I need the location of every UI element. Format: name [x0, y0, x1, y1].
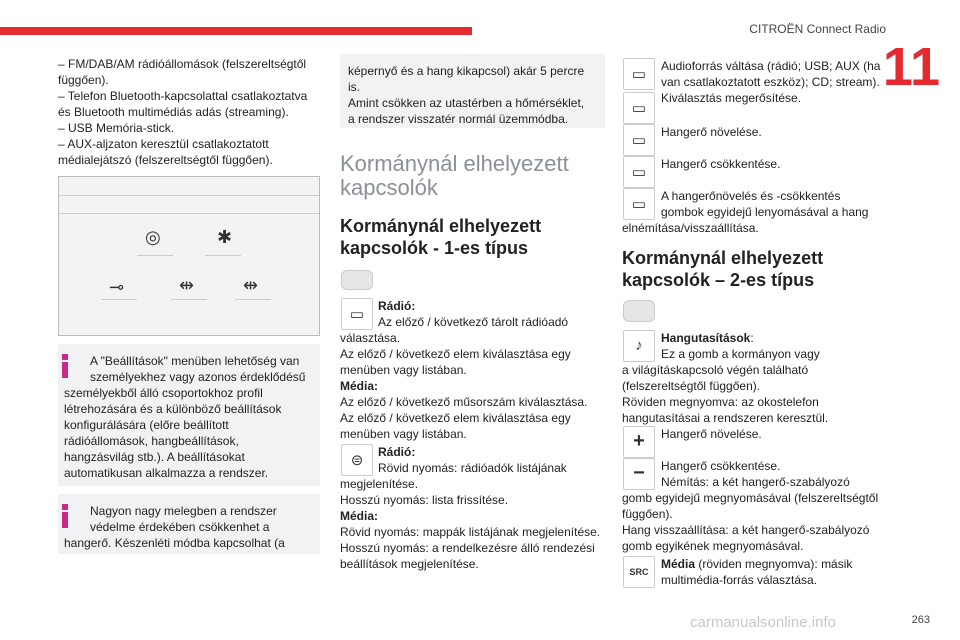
- text-line: hangutasításai a rendszeren keresztül.: [622, 411, 829, 425]
- volume-up-text: Hangerő növelése.: [661, 125, 762, 139]
- usb-icon: ⇹: [179, 275, 195, 295]
- watermark: carmanualsonline.info: [690, 614, 836, 631]
- voice-label: Hangutasítások: [661, 331, 751, 345]
- radio-label-block: [378, 298, 608, 330]
- text-line: – USB Memória-stick.: [58, 121, 175, 135]
- text-line: védelme érdekében csökkenhet a: [90, 520, 270, 534]
- text-line: konfigurálására (előre beállított: [64, 418, 229, 432]
- text-line: beállítások megjelenítése.: [340, 557, 479, 571]
- mute-icon: ▭: [623, 188, 655, 220]
- text-line: Audioforrás váltása (rádió; USB; AUX (ha: [661, 59, 881, 73]
- steering-control-icon: [623, 300, 655, 322]
- text-line: létrehozására és a különböző beállítások: [64, 402, 282, 416]
- text-line: automatikusan alkalmazza a rendszer.: [64, 466, 269, 480]
- volume-down-text: Hangerő csökkentése.: [661, 157, 781, 171]
- info-box-heat-continued: [340, 54, 605, 128]
- media-label: Média: [661, 557, 696, 571]
- text-line: A hangerőnövelés és -csökkentés: [661, 189, 841, 203]
- info-icon: [62, 354, 68, 377]
- text-line: Hangerő csökkentése.: [661, 459, 781, 473]
- steering-control-icon: [341, 270, 373, 290]
- text-line: hangerő. Készenléti módba kapcsolhat (a: [64, 536, 285, 550]
- text-line: Az előző / következő műsorszám kiválasztása.: [340, 395, 588, 409]
- text-line: Rövid nyomás: rádióadók listájának: [378, 461, 567, 475]
- text-line: és Bluetooth multimédiás adás (streaming).: [58, 105, 289, 119]
- text-line: (felszereltségtől függően).: [622, 379, 761, 393]
- connector-panel-illustration: [58, 176, 320, 336]
- usb-source-list: [58, 56, 320, 168]
- podcast-icon: ◎: [145, 227, 161, 247]
- radio-seek-icon: ▭: [341, 298, 373, 330]
- text-line: Hang visszaállítása: a két hangerő-szabályozó: [622, 523, 870, 537]
- text-line: A "Beállítások" menüben lehetőség van: [90, 354, 300, 368]
- plus-icon: +: [623, 426, 655, 458]
- confirm-icon: ▭: [623, 92, 655, 124]
- source-description: [661, 58, 891, 106]
- page-number: 263: [911, 614, 930, 626]
- radio-label: Rádió:: [378, 445, 416, 459]
- text-line: gomb egyikének megnyomásával.: [622, 539, 804, 553]
- text-line: személyekhez vagy azonos érdeklődésű: [90, 370, 306, 384]
- info-icon: [62, 504, 68, 527]
- text-line: választása.: [340, 331, 401, 345]
- text-line: Az előző / következő tárolt rádióadó: [378, 315, 569, 329]
- text-line: – Telefon Bluetooth-kapcsolattal csatlakoztatva: [58, 89, 308, 103]
- text-line: Hosszú nyomás: lista frissítése.: [340, 493, 509, 507]
- text-line: Az előző / következő elem kiválasztása egy: [340, 347, 571, 361]
- text-line: hangzásvilág stb.). A beállításokat: [64, 450, 245, 464]
- media-label: Média:: [340, 509, 379, 523]
- mute-label-block: [661, 188, 891, 220]
- voice-description: [622, 362, 887, 426]
- text-line: van csatlakoztatott eszköz); CD; stream).: [661, 75, 880, 89]
- text-line: rádióállomások, hangbeállítások,: [64, 434, 239, 448]
- radio-description: [340, 330, 605, 442]
- text-line: menüben vagy listában.: [340, 427, 467, 441]
- chapter-number: 11: [882, 37, 940, 97]
- text-line: a rendszer visszatér normál üzemmódba.: [348, 112, 569, 126]
- text-line: Hosszú nyomás: a rendelkezésre álló rendezési: [340, 541, 595, 555]
- volume-down-icon: ▭: [623, 156, 655, 188]
- radio2-label-block: [378, 444, 608, 476]
- info-box-heat: [58, 494, 320, 554]
- text-line: gomb egyidejű megnyomásával (felszereltségtől: [622, 491, 879, 505]
- text-line: megjelenítése.: [340, 477, 419, 491]
- text-line: Ez a gomb a kormányon vagy: [661, 347, 820, 361]
- voice-command-icon: ♪: [623, 330, 655, 362]
- volume-down-description: [622, 490, 887, 554]
- media-source-description: Média (röviden megnyomva): másik multimédia-forrás választása.: [661, 556, 891, 588]
- text-line: menüben vagy listában.: [340, 363, 467, 377]
- volume-up-icon: ▭: [623, 124, 655, 156]
- text-line: Amint csökken az utastérben a hőmérséklet,: [348, 96, 585, 110]
- text-line: Némítás: a két hangerő-szabályozó: [661, 475, 850, 489]
- text-line: multimédia-forrás választása.: [661, 573, 818, 587]
- src-button-icon: SRC: [623, 556, 655, 588]
- text-line: Röviden megnyomva: az okostelefon: [622, 395, 819, 409]
- header-title: CITROËN Connect Radio: [749, 22, 886, 36]
- text-line: médialejátszó (felszereltségtől függően).: [58, 153, 273, 167]
- text-line: Rövid nyomás: mappák listájának megjelenítése.: [340, 525, 601, 539]
- section-title: Kormánynál elhelyezett kapcsolók: [340, 151, 569, 200]
- radio2-description: [340, 476, 605, 572]
- subsection-title-type1: Kormánynál elhelyezett kapcsolók - 1-es típus: [340, 216, 542, 258]
- voice-label-block: Hangutasítások: Ez a gomb a kormányon vagy: [661, 330, 891, 362]
- radio-label: Rádió:: [378, 299, 416, 313]
- text-line: gombok egyidejű lenyomásával a hang: [661, 205, 869, 219]
- volume-up-text: Hangerő növelése.: [661, 427, 762, 441]
- aux-jack-icon: ⊸: [109, 277, 125, 297]
- list-thumbwheel-icon: ⊜: [341, 444, 373, 476]
- minus-icon: −: [623, 458, 655, 490]
- bluetooth-icon: ✱: [217, 227, 233, 247]
- text-line: Nagyon nagy melegben a rendszer: [90, 504, 277, 518]
- subsection-title-type2: Kormánynál elhelyezett kapcsolók – 2-es típus: [622, 248, 824, 290]
- text-line: – AUX-aljzaton keresztül csatlakoztatott: [58, 137, 269, 151]
- media-label: Média:: [340, 379, 379, 393]
- usb-icon: ⇹: [243, 275, 259, 295]
- text-line: – FM/DAB/AM rádióállomások (felszereltségtől: [58, 57, 307, 71]
- text-line: személyekből álló csoportokhoz profil: [64, 386, 263, 400]
- text-line: Kiválasztás megerősítése.: [661, 91, 802, 105]
- text-line: képernyő és a hang kikapcsol) akár 5 percre: [348, 64, 585, 78]
- text-line: elnémítása/visszaállítása.: [622, 221, 759, 235]
- text-line: is.: [348, 80, 360, 94]
- header-red-bar: [0, 27, 472, 35]
- text-line: függően).: [622, 507, 673, 521]
- info-box-profiles: [58, 344, 320, 486]
- text-line: függően).: [58, 73, 109, 87]
- text-line: a világításkapcsoló végén található: [622, 363, 809, 377]
- source-select-icon: ▭: [623, 58, 655, 90]
- volume-down-label-block: [661, 458, 891, 490]
- text-line: Az előző / következő elem kiválasztása egy: [340, 411, 571, 425]
